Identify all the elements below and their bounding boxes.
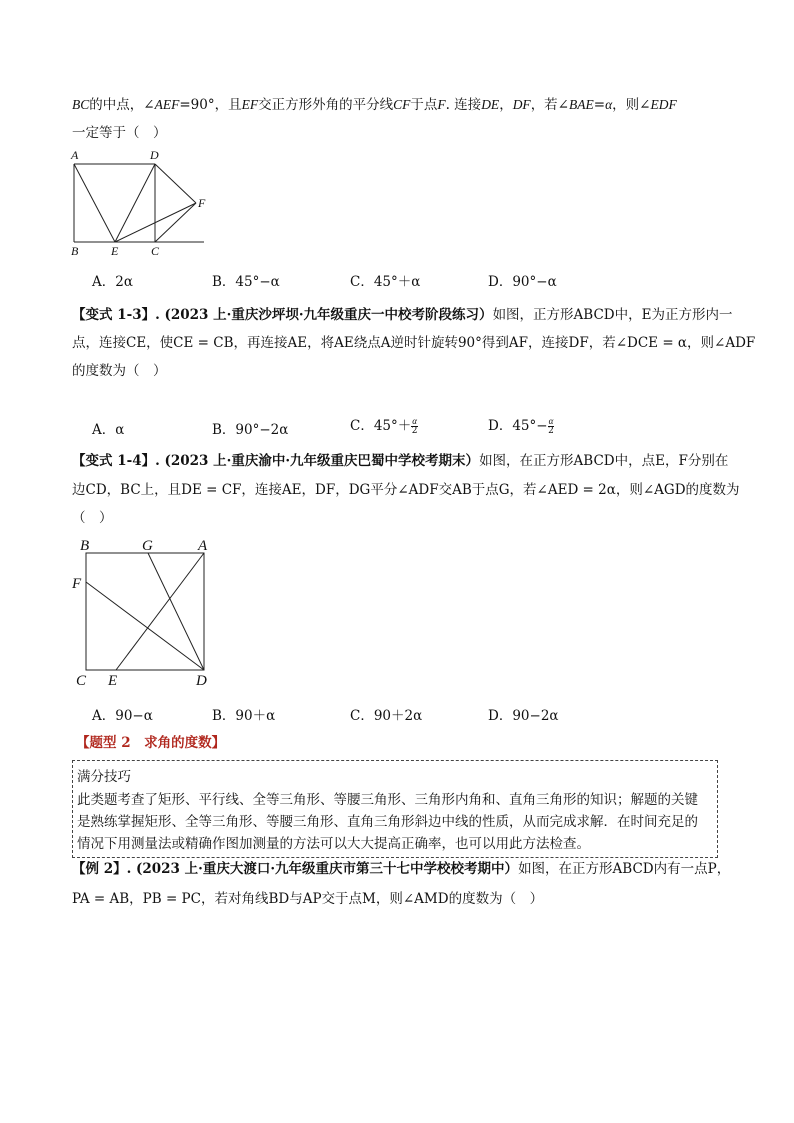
q3-option-a[interactable]: A．90−α [92,708,153,724]
label-a: A [71,148,79,162]
q1-seg: ，若∠ [530,97,569,113]
q2-tag: 【变式 1-3】 [72,307,156,323]
q3-line1 [72,452,728,470]
q3-tag: 【变式 1-4】 [72,453,156,469]
q1-seg: EF [241,97,259,112]
label-b: B [80,538,90,554]
tips-line: 情况下用测量法或精确作图加测量的方法可以大大提高正确率，也可以用此方法检查。 [77,836,590,852]
segment-ae [74,164,115,242]
q3-option-c[interactable]: C．90＋2α [350,708,423,724]
q1-figure [60,146,220,262]
q1-seg: ，则∠ [612,97,651,113]
q2-line1 [72,306,733,324]
q4-line1 [72,860,730,878]
square-abcd [86,553,204,670]
q2-source: . (2023 上·重庆沙坪坝·九年级重庆一中校考阶段练习） [155,307,493,323]
label-f: F [72,576,82,592]
q2-option-d-fraction [548,417,555,436]
q1-seg: EDF [650,97,677,112]
label-e: E [111,244,119,258]
label-d: D [196,673,207,689]
q2-option-a[interactable]: A．α [92,422,125,438]
q3-figure [68,534,220,690]
label-d: D [150,148,159,162]
label-b: B [71,244,79,258]
frac-num: α [412,416,417,426]
q1-seg: ， [499,97,513,113]
q1-seg: . 连接 [445,97,482,113]
segment-cf [155,203,196,242]
q1-option-b[interactable]: B．45°−α [212,274,280,290]
label-c: C [151,244,160,258]
segment-ae [116,553,204,670]
q2-line3: 的度数为（ ） [72,363,167,379]
label-a: A [198,538,208,554]
q2-option-c-fraction [411,417,418,436]
frac-den: 2 [411,426,418,436]
q3-line3: （ ） [72,510,113,526]
q1-seg: AEF [154,97,180,112]
q3-source: . (2023 上·重庆渝中·九年级重庆巴蜀中学校考期末） [155,453,480,469]
q2-option-c-text: C．45°＋ [350,418,412,434]
label-f: F [198,196,206,210]
q1-seg: 的中点，∠ [89,97,155,113]
q4-source: . (2023 上·重庆大渡口·九年级重庆市第三十七中学校校考期中） [126,861,519,877]
q2-line2: 点，连接CE，使CE = CB，再连接AE，将AE绕点A逆时针旋转90°得到AF，连接DF，若∠DCE = α，则∠ADF [72,335,756,351]
q1-seg: 交正方形外角的平分线 [258,97,394,113]
q1-seg: α [605,97,613,112]
tips-line: 是熟练掌握矩形、全等三角形、等腰三角形、直角三角形斜边中线的性质，从而完成求解．在时间充足的 [77,814,698,830]
q1-line1 [72,96,677,114]
frac-num: α [548,416,554,426]
q1-seg: DE [481,97,500,112]
section-title: 【题型 2 求角的度数】 [76,735,226,751]
q4-line2: PA = AB，PB = PC，若对角线BD与AP交于点M，则∠AMD的度数为（ ） [72,891,544,907]
segment-gd [148,553,204,670]
q1-option-d[interactable]: D．90°−α [488,274,557,290]
q4-text: 如图，在正方形ABCD内有一点P， [518,861,731,877]
q4-tag: 【例 2】 [72,861,127,877]
q3-option-b[interactable]: B．90＋α [212,708,276,724]
q1-seg: BAE [569,97,594,112]
label-g: G [142,538,153,554]
tips-box [72,760,718,858]
q1-seg: =90°，且 [179,97,242,113]
q2-option-d-text: D．45°− [488,418,548,434]
q1-seg: BC [72,97,90,112]
segment-df [155,164,196,203]
q3-text: 如图，在正方形ABCD中，点E，F分别在 [479,453,729,469]
q3-option-d[interactable]: D．90−2α [488,708,559,724]
q2-text: 如图，正方形ABCD中，E为正方形内一 [492,307,733,323]
q1-seg: = [593,97,606,113]
frac-den: 2 [548,426,554,436]
tips-line: 此类题考查了矩形、平行线、全等三角形、等腰三角形、三角形内角和、直角三角形的知识；解题的关键 [77,792,698,808]
tips-title: 满分技巧 [77,769,131,785]
q1-line2: 一定等于（ ） [72,125,167,141]
q2-option-d[interactable] [488,414,554,436]
segment-ed [115,164,155,242]
q3-line2: 边CD，BC上，且DE = CF，连接AE，DF，DG平分∠ADF交AB于点G，若∠AED = 2α，则∠AGD的度数为 [72,482,740,498]
q1-option-a[interactable]: A．2α [92,274,133,290]
q1-seg: CF [393,97,411,112]
q1-seg: DF [512,97,531,112]
q1-seg: 于点 [410,97,438,113]
q2-option-c[interactable] [350,414,418,436]
label-e: E [108,673,118,689]
q2-option-b[interactable]: B．90°−2α [212,422,289,438]
segment-fd [86,582,204,670]
label-c: C [76,673,87,689]
q1-option-c[interactable]: C．45°＋α [350,274,421,290]
q1-seg: F [437,97,446,112]
